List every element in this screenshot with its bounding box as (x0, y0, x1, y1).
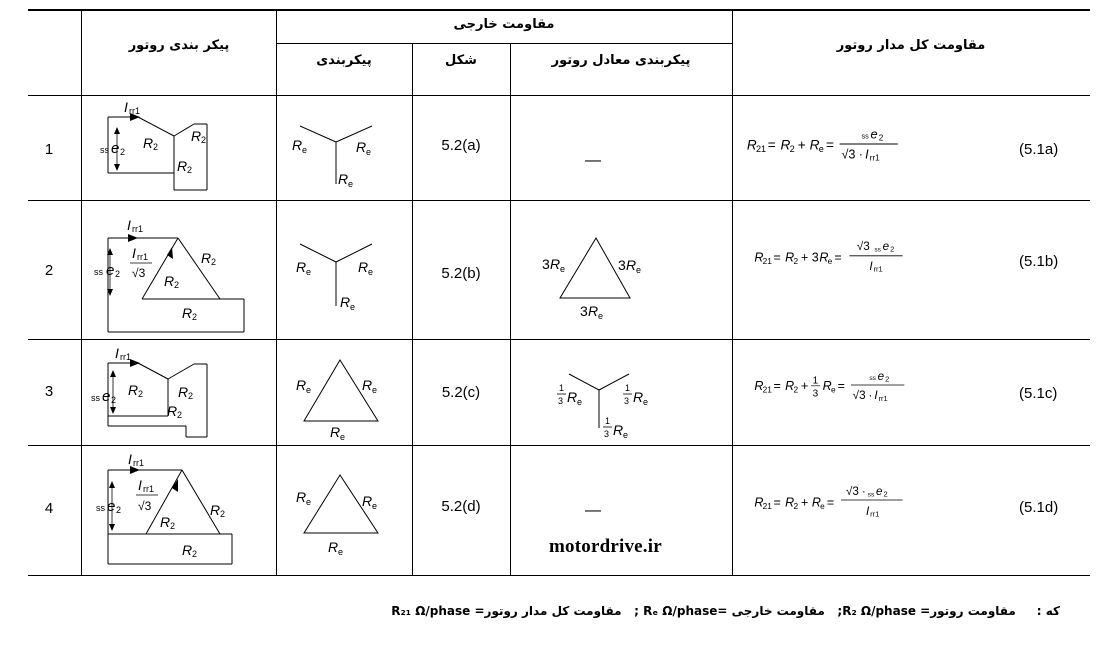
svg-text:R: R (167, 403, 178, 419)
svg-text:e: e (348, 179, 354, 189)
svg-text:2: 2 (192, 549, 198, 559)
svg-text:I: I (124, 99, 128, 115)
svg-text:2: 2 (192, 312, 198, 322)
svg-text:ss: ss (91, 393, 100, 403)
row-3-delta-config (292, 352, 392, 442)
svg-text:e: e (306, 385, 312, 395)
svg-text:e: e (107, 498, 116, 515)
header-external-resistance: مقاومت خارجی (453, 17, 555, 32)
row-1-rotor-diagram (90, 98, 220, 194)
row-2-equivalent-delta (540, 232, 660, 324)
svg-text:R: R (811, 495, 821, 510)
svg-text:·: · (861, 485, 866, 498)
svg-text:e: e (560, 264, 566, 274)
row-2-rotor-diagram (90, 207, 250, 335)
svg-text:21: 21 (762, 384, 772, 395)
svg-text:R: R (292, 137, 303, 153)
svg-text:R: R (210, 502, 221, 518)
svg-text:1: 1 (625, 383, 631, 393)
svg-text:3: 3 (580, 303, 588, 319)
legend-re-definition: مقاومت خارجی =Rₑ Ω/phase ; (634, 604, 825, 618)
svg-text:R: R (785, 379, 795, 393)
svg-text:e: e (870, 126, 878, 142)
svg-text:2: 2 (789, 144, 795, 155)
svg-text:2: 2 (188, 391, 194, 401)
svg-text:I: I (127, 217, 131, 233)
svg-text:e: e (877, 370, 885, 383)
svg-text:e: e (340, 432, 346, 442)
svg-text:e: e (111, 140, 120, 157)
svg-text:rr1: rr1 (869, 153, 880, 163)
svg-text:I: I (115, 345, 119, 361)
svg-text:2: 2 (115, 269, 121, 279)
legend-r2-definition: مقاومت روتور= R₂ Ω/phase; (837, 604, 1016, 618)
svg-text:e: e (106, 262, 115, 279)
svg-text:e: e (366, 147, 372, 157)
svg-text:R: R (160, 514, 171, 530)
svg-text:e: e (338, 547, 344, 557)
svg-text:R: R (182, 305, 193, 321)
row-3-equation (736, 365, 936, 405)
row-3-rotor-diagram (90, 343, 220, 439)
svg-text:R: R (201, 250, 212, 266)
svg-text:R: R (809, 137, 820, 153)
legend-where-label: که : (1036, 604, 1060, 618)
svg-text:I: I (874, 389, 878, 403)
col-divider-rotor (276, 10, 277, 576)
svg-text:R: R (296, 377, 307, 393)
svg-text:2: 2 (174, 280, 180, 290)
svg-text:I: I (138, 477, 142, 493)
svg-text:R: R (358, 259, 369, 275)
svg-text:rr1: rr1 (873, 264, 883, 274)
svg-text:rr1: rr1 (120, 352, 131, 362)
svg-text:ss: ss (867, 491, 875, 499)
svg-text:2: 2 (793, 501, 799, 512)
svg-text:21: 21 (756, 144, 767, 155)
svg-text:e: e (623, 430, 629, 440)
svg-text:e: e (350, 302, 356, 312)
row-4-eq-number: (5.1d) (1019, 499, 1059, 516)
row-4-delta-config (292, 470, 392, 560)
svg-text:e: e (577, 397, 583, 407)
svg-text:R: R (785, 495, 795, 510)
svg-text:R: R (164, 273, 175, 289)
svg-text:=: = (773, 495, 781, 510)
row-1-figure-ref: 5.2(a) (441, 137, 481, 154)
table-top-border (28, 9, 1090, 11)
row-1-equivalent-none: — (585, 152, 601, 169)
svg-text:+: + (801, 379, 809, 393)
svg-text:R: R (328, 539, 339, 555)
svg-text:21: 21 (762, 256, 772, 267)
svg-text:·: · (858, 146, 863, 162)
svg-text:R: R (296, 489, 307, 505)
row-2-number: 2 (44, 262, 54, 279)
svg-text:R: R (746, 137, 757, 153)
svg-text:=: = (837, 379, 845, 393)
svg-text:=: = (826, 495, 835, 510)
svg-text:2: 2 (890, 244, 895, 254)
header-configuration: پیکربندی (316, 53, 372, 68)
row-4-equivalent-none: — (585, 502, 601, 519)
row-divider-3 (28, 445, 1090, 446)
svg-text:R: R (178, 384, 189, 400)
svg-text:I: I (869, 260, 873, 273)
svg-text:2: 2 (116, 505, 122, 515)
col-divider-equivalent (732, 10, 733, 576)
header-figure: شکل (445, 53, 477, 68)
svg-text:=: = (773, 379, 781, 393)
svg-text:√3: √3 (138, 499, 152, 513)
svg-text:rr1: rr1 (878, 393, 888, 403)
svg-text:√3: √3 (132, 266, 146, 280)
svg-text:2: 2 (793, 256, 799, 267)
svg-text:ss: ss (100, 145, 109, 155)
svg-text:ss: ss (874, 246, 881, 254)
table-bottom-border (28, 575, 1090, 576)
row-2-star-config (290, 238, 390, 320)
svg-text:R: R (819, 250, 829, 265)
svg-text:2: 2 (187, 165, 193, 175)
header-sub-divider (276, 43, 732, 44)
svg-text:rr1: rr1 (137, 252, 148, 262)
svg-text:3: 3 (624, 396, 630, 406)
svg-text:2: 2 (793, 384, 799, 395)
svg-text:R: R (143, 135, 154, 151)
svg-text:R: R (754, 379, 764, 393)
svg-text:√3: √3 (852, 389, 866, 403)
header-bottom-border (28, 95, 1090, 96)
svg-text:e: e (818, 144, 824, 155)
col-divider-number (81, 10, 82, 576)
svg-text:=: = (773, 250, 781, 265)
svg-text:1: 1 (559, 383, 565, 393)
svg-text:3: 3 (604, 429, 610, 439)
svg-text:R: R (177, 158, 188, 174)
svg-text:=: = (834, 250, 842, 265)
row-3-equivalent-star (553, 370, 663, 440)
svg-text:e: e (372, 385, 378, 395)
svg-text:R: R (128, 382, 139, 398)
svg-text:R: R (338, 171, 349, 187)
svg-text:1: 1 (812, 375, 819, 387)
svg-text:e: e (306, 267, 312, 277)
header-total-resistance: مقاومت کل مدار روتور (836, 38, 986, 53)
svg-text:rr1: rr1 (133, 458, 144, 468)
svg-text:√3: √3 (856, 240, 870, 253)
row-2-eq-number: (5.1b) (1019, 253, 1059, 270)
svg-text:R: R (356, 139, 367, 155)
svg-text:R: R (822, 379, 832, 393)
svg-text:R: R (785, 250, 795, 265)
svg-text:R: R (550, 256, 561, 272)
col-divider-config (412, 43, 413, 576)
svg-text:e: e (598, 311, 604, 321)
svg-text:I: I (866, 505, 870, 518)
svg-text:R: R (754, 495, 764, 510)
header-rotor-config: پیکر بندی روتور (128, 38, 230, 53)
svg-text:e: e (636, 265, 642, 275)
svg-text:√3: √3 (846, 485, 859, 498)
svg-text:e: e (643, 397, 649, 407)
svg-text:2: 2 (211, 257, 217, 267)
svg-text:e: e (372, 501, 378, 511)
row-divider-2 (28, 339, 1090, 340)
svg-text:2: 2 (111, 395, 117, 405)
svg-text:rr1: rr1 (143, 484, 154, 494)
row-4-number: 4 (44, 500, 54, 517)
svg-text:rr1: rr1 (870, 509, 880, 519)
row-divider-1 (28, 200, 1090, 201)
svg-text:2: 2 (201, 135, 207, 145)
row-2-equation (736, 235, 936, 275)
svg-text:=: = (826, 137, 834, 153)
svg-text:3: 3 (542, 256, 550, 272)
svg-text:I: I (132, 245, 136, 261)
svg-text:√3: √3 (841, 146, 856, 162)
svg-text:R: R (182, 542, 193, 558)
svg-text:2: 2 (138, 389, 144, 399)
svg-text:3: 3 (812, 388, 819, 400)
svg-text:e: e (827, 256, 833, 267)
row-4-figure-ref: 5.2(d) (441, 498, 481, 515)
svg-text:R: R (588, 303, 599, 319)
row-4-rotor-diagram (92, 452, 252, 572)
row-1-equation (736, 124, 936, 164)
svg-text:+: + (801, 495, 809, 510)
svg-text:e: e (876, 485, 883, 498)
svg-text:R: R (567, 389, 578, 405)
svg-text:R: R (330, 424, 341, 440)
svg-text:e: e (882, 240, 890, 253)
svg-text:ss: ss (861, 131, 869, 141)
svg-text:2: 2 (220, 509, 226, 519)
row-1-eq-number: (5.1a) (1019, 141, 1059, 158)
svg-text:e: e (368, 267, 374, 277)
svg-text:+ 3: + 3 (801, 250, 819, 265)
svg-text:R: R (362, 493, 373, 509)
svg-text:2: 2 (885, 374, 890, 384)
svg-text:e: e (831, 384, 836, 395)
row-3-eq-number: (5.1c) (1019, 385, 1058, 402)
svg-text:3: 3 (618, 257, 626, 273)
svg-text:e: e (102, 388, 111, 405)
svg-text:ss: ss (94, 267, 103, 277)
svg-text:1: 1 (605, 416, 611, 426)
row-3-figure-ref: 5.2(c) (441, 384, 481, 401)
svg-text:e: e (306, 497, 312, 507)
svg-text:ss: ss (96, 503, 105, 513)
svg-text:rr1: rr1 (129, 106, 140, 116)
svg-text:ss: ss (869, 375, 876, 382)
row-3-number: 3 (44, 383, 54, 400)
svg-text:e: e (302, 145, 308, 155)
svg-text:R: R (780, 137, 791, 153)
svg-text:rr1: rr1 (132, 224, 143, 234)
svg-text:R: R (613, 422, 624, 438)
legend-r21-definition: مقاومت کل مدار روتور= R₂₁ Ω/phase (391, 604, 622, 618)
row-1-star-config (288, 118, 388, 196)
svg-text:2: 2 (177, 410, 183, 420)
svg-text:R: R (296, 259, 307, 275)
svg-text:3: 3 (558, 396, 564, 406)
svg-text:R: R (633, 389, 644, 405)
legend (391, 604, 1060, 618)
svg-text:=: = (767, 137, 776, 153)
svg-text:2: 2 (170, 521, 176, 531)
svg-text:I: I (865, 146, 869, 162)
svg-text:e: e (820, 501, 825, 512)
svg-text:R: R (754, 250, 764, 265)
row-1-number: 1 (44, 141, 54, 158)
row-4-equation (736, 480, 936, 520)
header-equivalent-config: پیکربندی معادل روتور (551, 53, 691, 68)
svg-text:2: 2 (878, 133, 884, 143)
svg-text:R: R (362, 377, 373, 393)
col-divider-figure (510, 43, 511, 576)
svg-text:2: 2 (153, 142, 159, 152)
svg-text:21: 21 (762, 501, 772, 512)
svg-text:+: + (797, 137, 806, 153)
svg-text:·: · (868, 389, 873, 403)
svg-text:R: R (340, 294, 351, 310)
svg-text:R: R (626, 257, 637, 273)
svg-text:2: 2 (883, 489, 888, 499)
watermark: motordrive.ir (549, 536, 662, 557)
svg-text:2: 2 (120, 147, 126, 157)
svg-text:R: R (191, 128, 202, 144)
row-2-figure-ref: 5.2(b) (441, 265, 481, 282)
svg-text:I: I (128, 452, 132, 467)
